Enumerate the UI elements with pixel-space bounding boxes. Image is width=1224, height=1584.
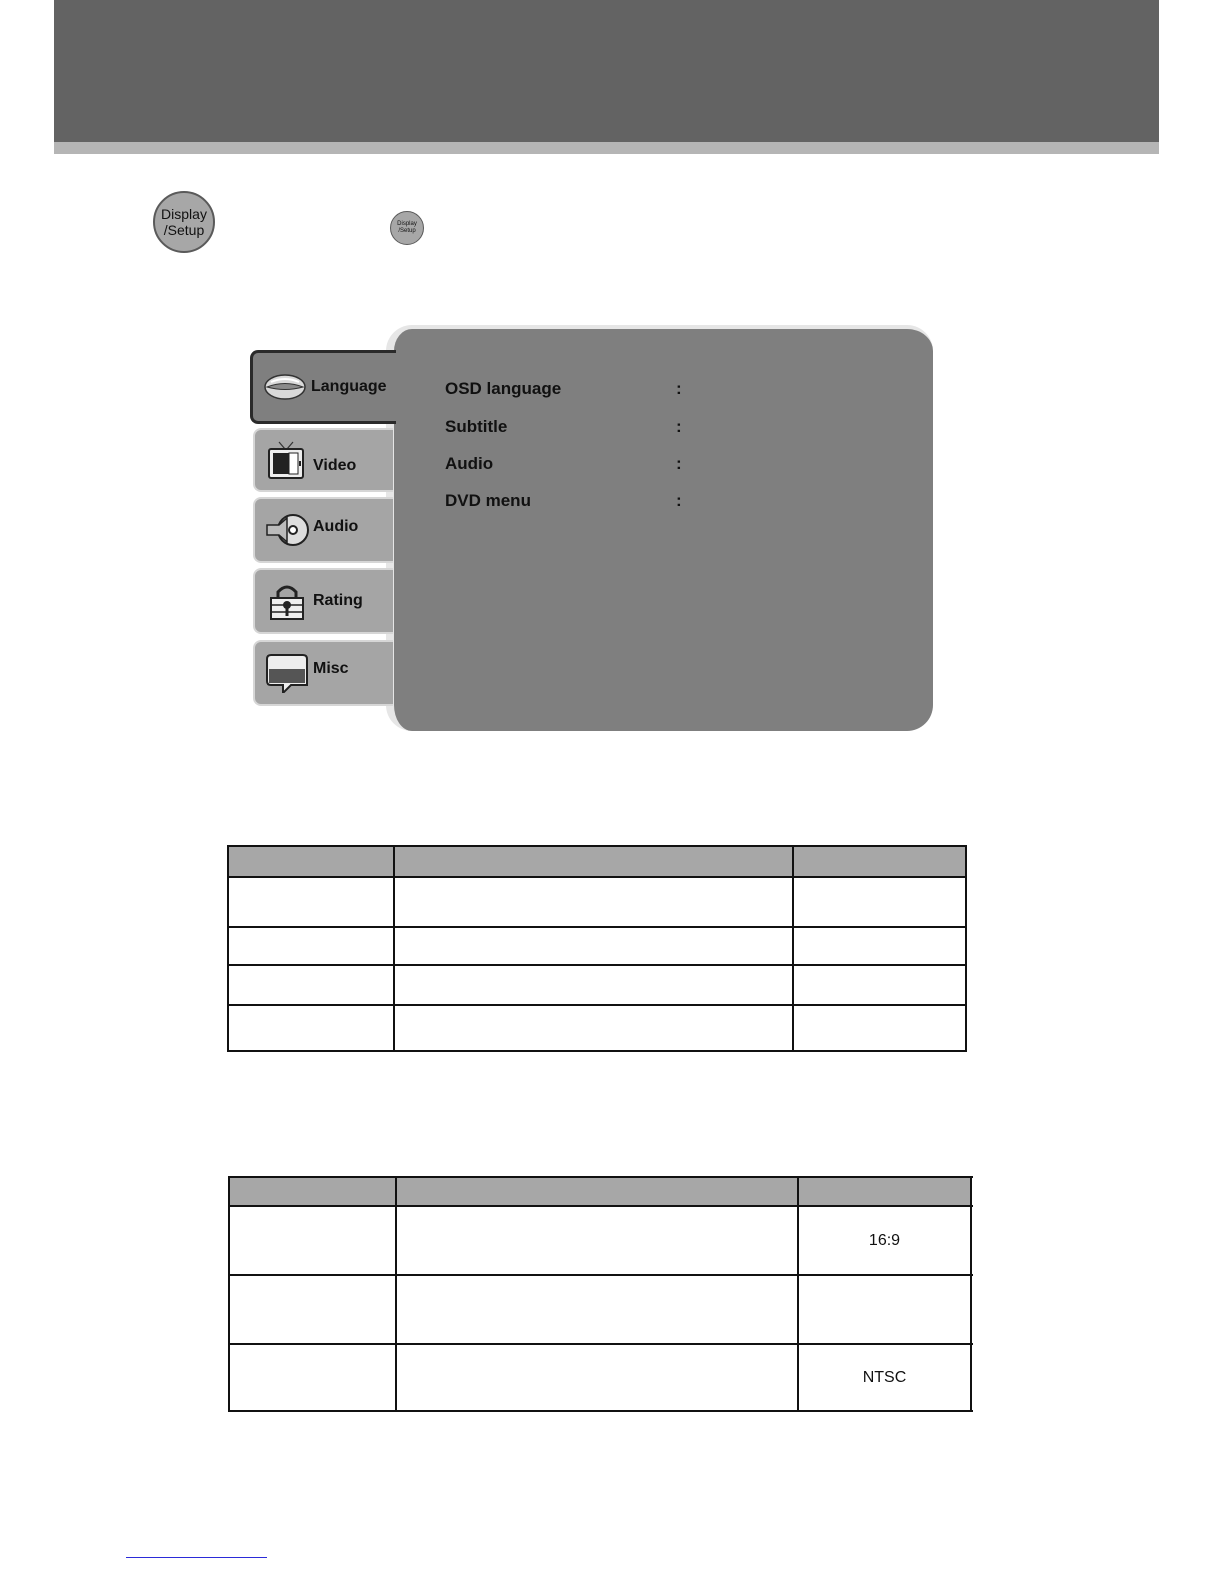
tab-label: Rating [313,592,363,609]
setting-subtitle[interactable]: Subtitle [445,417,508,436]
tab-video[interactable] [253,428,393,492]
setting-audio[interactable]: Audio [445,454,494,473]
setting-separator: : [676,491,682,510]
speaker-disc-icon [265,510,309,550]
speech-bubble-icon [265,653,309,693]
table-cell [794,928,965,964]
table-cell [794,878,965,926]
display-setup-button-small [390,211,424,245]
table-cell [794,1006,965,1050]
lips-icon [263,367,307,407]
tab-label: Misc [313,660,349,677]
tab-label: Audio [313,518,359,535]
setting-osd-language[interactable]: OSD language [445,379,562,398]
padlock-icon [265,581,309,621]
button-label-line-1: Display [397,221,417,228]
header-stripe [54,142,1159,154]
tab-label: Language [311,378,387,395]
display-setup-button-large [153,191,215,253]
table-header-row [229,1177,971,1205]
tab-misc[interactable] [253,640,393,706]
setting-separator: : [676,379,682,398]
button-label-line-1: Display [161,205,207,222]
tab-rating[interactable] [253,568,393,634]
setting-separator: : [676,454,682,473]
table-cell [799,1276,970,1343]
button-label-line-2: /Setup [163,222,205,238]
header-band [54,0,1159,142]
table-cell [794,966,965,1004]
tab-audio[interactable] [253,497,393,563]
table-header-row [227,846,966,877]
table-cell-aspect-ratio: 16:9 [868,1231,901,1249]
setting-separator: : [676,417,682,436]
button-label-line-2: /Setup [398,228,416,234]
tab-language[interactable] [250,350,396,424]
table-cell-tv-system: NTSC [862,1368,907,1386]
setting-dvd-menu[interactable]: DVD menu [445,491,531,510]
tab-label: Video [313,457,357,474]
tv-icon [265,440,309,480]
footer-link[interactable] [126,1557,267,1558]
